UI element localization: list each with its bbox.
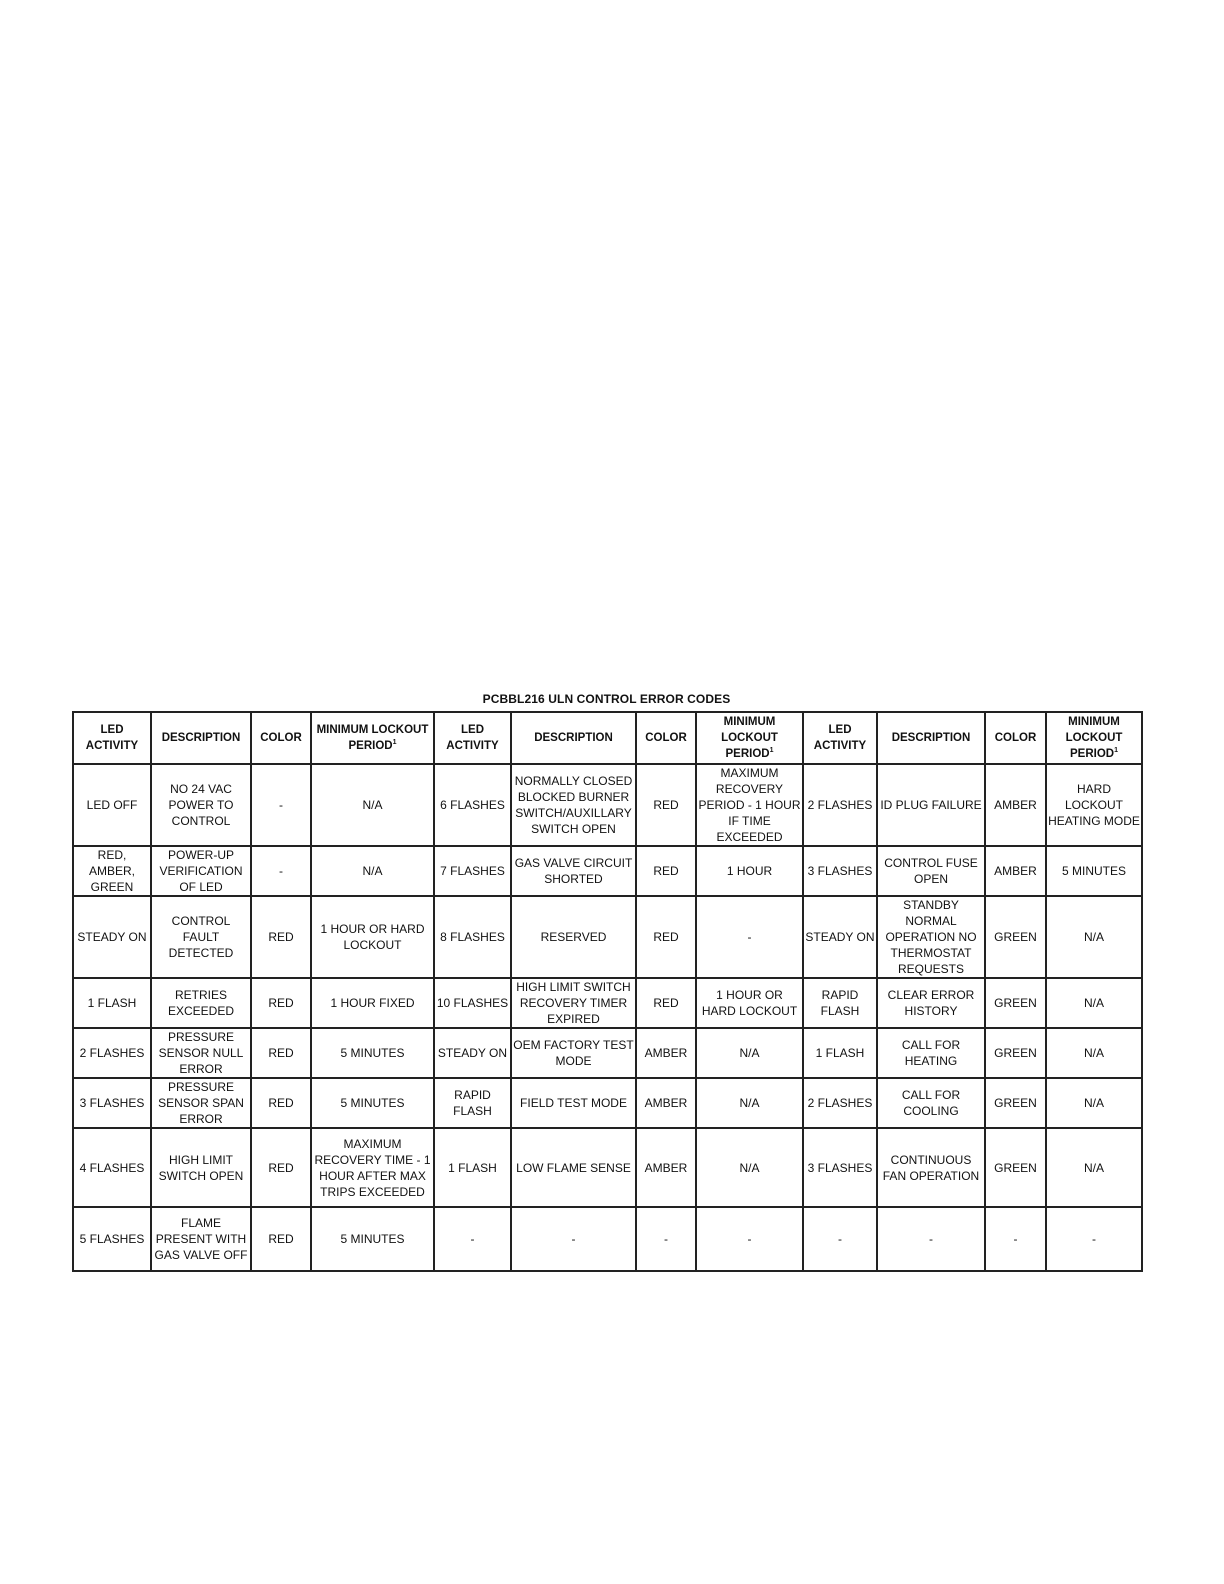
table-cell: FIELD TEST MODE [511, 1078, 636, 1128]
table-cell: N/A [696, 1028, 803, 1078]
table-cell: 1 FLASH [73, 978, 151, 1028]
table-cell: HIGH LIMIT SWITCH OPEN [151, 1128, 251, 1207]
column-header [803, 712, 877, 764]
table-cell: N/A [311, 846, 434, 896]
table-row [73, 978, 1142, 1028]
column-header [311, 712, 434, 764]
table-title: PCBBL216 ULN CONTROL ERROR CODES [482, 692, 731, 706]
column-header-label: LED ACTIVITY [446, 724, 499, 752]
table-cell: - [511, 1207, 636, 1271]
table-cell: - [251, 764, 311, 846]
table-cell: RED [636, 764, 696, 846]
table-cell: RETRIES EXCEEDED [151, 978, 251, 1028]
table-cell: NO 24 VAC POWER TO CONTROL [151, 764, 251, 846]
table-cell: MAXIMUM RECOVERY PERIOD - 1 HOUR IF TIME EXCEEDED [696, 764, 803, 846]
table-cell: LED OFF [73, 764, 151, 846]
table-cell: RED, AMBER, GREEN [73, 846, 151, 896]
column-header-label: COLOR [645, 732, 687, 744]
table-cell: OEM FACTORY TEST MODE [511, 1028, 636, 1078]
column-header [636, 712, 696, 764]
table-cell: AMBER [636, 1128, 696, 1207]
table-cell: HIGH LIMIT SWITCH RECOVERY TIMER EXPIRED [511, 978, 636, 1028]
column-header-label: DESCRIPTION [534, 732, 613, 744]
table-cell: 5 MINUTES [311, 1078, 434, 1128]
table-cell: - [696, 896, 803, 978]
column-header-label: MINIMUM LOCKOUT PERIOD [316, 724, 429, 752]
column-header [877, 712, 985, 764]
table-cell: CONTROL FUSE OPEN [877, 846, 985, 896]
table-cell: 5 MINUTES [1046, 846, 1142, 896]
table-cell: - [434, 1207, 511, 1271]
table-cell: AMBER [636, 1078, 696, 1128]
table-cell: 1 FLASH [434, 1128, 511, 1207]
table-row [73, 1078, 1142, 1128]
table-cell: GREEN [985, 1128, 1046, 1207]
table-cell: N/A [696, 1128, 803, 1207]
table-cell: N/A [1046, 1028, 1142, 1078]
table-cell: - [985, 1207, 1046, 1271]
table-body [73, 764, 1142, 1271]
table-row [73, 764, 1142, 846]
column-header-label: MINIMUM LOCKOUT PERIOD [1065, 716, 1123, 760]
table-cell: CONTROL FAULT DETECTED [151, 896, 251, 978]
table-cell: RED [251, 1078, 311, 1128]
table-cell: 2 FLASHES [73, 1028, 151, 1078]
table-cell: RED [636, 846, 696, 896]
table-cell: - [636, 1207, 696, 1271]
table-cell: FLAME PRESENT WITH GAS VALVE OFF [151, 1207, 251, 1271]
table-cell: RED [251, 978, 311, 1028]
footnote-marker: 1 [769, 747, 774, 755]
header-row [73, 712, 1142, 764]
table-row [73, 846, 1142, 896]
table-cell: AMBER [985, 846, 1046, 896]
error-codes-table [72, 711, 1143, 1272]
table-row [73, 1028, 1142, 1078]
column-header-label: COLOR [994, 732, 1037, 744]
table-cell: 2 FLASHES [803, 764, 877, 846]
table-cell: RED [251, 1207, 311, 1271]
table-cell: RAPID FLASH [434, 1078, 511, 1128]
table-cell: 7 FLASHES [434, 846, 511, 896]
table-cell: 5 FLASHES [73, 1207, 151, 1271]
table-cell: N/A [696, 1078, 803, 1128]
table-cell: LOW FLAME SENSE [511, 1128, 636, 1207]
table-cell: STEADY ON [73, 896, 151, 978]
table-cell: AMBER [636, 1028, 696, 1078]
table-cell: - [877, 1207, 985, 1271]
table-cell: GAS VALVE CIRCUIT SHORTED [511, 846, 636, 896]
table-row [73, 1128, 1142, 1207]
column-header-label: LED ACTIVITY [85, 724, 139, 752]
footnote-marker: 1 [1114, 747, 1118, 755]
table-cell: - [1046, 1207, 1142, 1271]
table-cell: 6 FLASHES [434, 764, 511, 846]
table-cell: NORMALLY CLOSED BLOCKED BURNER SWITCH/AUXILLARY SWITCH OPEN [511, 764, 636, 846]
table-cell: CLEAR ERROR HISTORY [877, 978, 985, 1028]
table-cell: PRESSURE SENSOR SPAN ERROR [151, 1078, 251, 1128]
table-cell: 1 HOUR [696, 846, 803, 896]
column-header-label: COLOR [260, 732, 302, 744]
table-cell: STEADY ON [434, 1028, 511, 1078]
table-cell: AMBER [985, 764, 1046, 846]
table-cell: RED [636, 896, 696, 978]
column-header-label: DESCRIPTION [891, 732, 971, 744]
table-cell: RED [636, 978, 696, 1028]
table-cell: ID PLUG FAILURE [877, 764, 985, 846]
footnote-marker: 1 [392, 739, 397, 747]
table-row [73, 896, 1142, 978]
column-header [251, 712, 311, 764]
column-header [1046, 712, 1142, 764]
table-cell: 5 MINUTES [311, 1207, 434, 1271]
table-row [73, 1207, 1142, 1271]
table-cell: N/A [311, 764, 434, 846]
table-cell: RAPID FLASH [803, 978, 877, 1028]
table-cell: N/A [1046, 978, 1142, 1028]
table-cell: 1 HOUR OR HARD LOCKOUT [696, 978, 803, 1028]
column-header [151, 712, 251, 764]
table-cell: GREEN [985, 978, 1046, 1028]
table-cell: - [803, 1207, 877, 1271]
table-cell: 3 FLASHES [803, 1128, 877, 1207]
column-header [434, 712, 511, 764]
table-cell: MAXIMUM RECOVERY TIME - 1 HOUR AFTER MAX TRIPS EXCEEDED [311, 1128, 434, 1207]
table-cell: 10 FLASHES [434, 978, 511, 1028]
table-cell: STEADY ON [803, 896, 877, 978]
table-cell: 3 FLASHES [73, 1078, 151, 1128]
table-cell: GREEN [985, 1028, 1046, 1078]
table-cell: - [251, 846, 311, 896]
column-header-label: MINIMUM LOCKOUT PERIOD [721, 716, 778, 760]
column-header [73, 712, 151, 764]
table-cell: RED [251, 896, 311, 978]
table-cell: - [696, 1207, 803, 1271]
table-cell: 5 MINUTES [311, 1028, 434, 1078]
table-cell: CALL FOR COOLING [877, 1078, 985, 1128]
table-cell: HARD LOCKOUT HEATING MODE [1046, 764, 1142, 846]
table-cell: GREEN [985, 896, 1046, 978]
table-cell: 8 FLASHES [434, 896, 511, 978]
table-cell: 4 FLASHES [73, 1128, 151, 1207]
table-cell: STANDBY NORMAL OPERATION NO THERMOSTAT REQUESTS [877, 896, 985, 978]
table-cell: RED [251, 1128, 311, 1207]
table-cell: 2 FLASHES [803, 1078, 877, 1128]
table-cell: N/A [1046, 1078, 1142, 1128]
table-cell: N/A [1046, 1128, 1142, 1207]
column-header [511, 712, 636, 764]
table-cell: RESERVED [511, 896, 636, 978]
column-header [985, 712, 1046, 764]
table-cell: 1 HOUR OR HARD LOCKOUT [311, 896, 434, 978]
table-cell: N/A [1046, 896, 1142, 978]
column-header [696, 712, 803, 764]
table-cell: 1 HOUR FIXED [311, 978, 434, 1028]
table-cell: POWER-UP VERIFICATION OF LED [151, 846, 251, 896]
table-cell: 1 FLASH [803, 1028, 877, 1078]
table-cell: RED [251, 1028, 311, 1078]
column-header-label: DESCRIPTION [161, 732, 241, 744]
table-cell: 3 FLASHES [803, 846, 877, 896]
table-cell: PRESSURE SENSOR NULL ERROR [151, 1028, 251, 1078]
table-cell: CONTINUOUS FAN OPERATION [877, 1128, 985, 1207]
table-cell: GREEN [985, 1078, 1046, 1128]
table-cell: CALL FOR HEATING [877, 1028, 985, 1078]
column-header-label: LED ACTIVITY [813, 724, 867, 752]
